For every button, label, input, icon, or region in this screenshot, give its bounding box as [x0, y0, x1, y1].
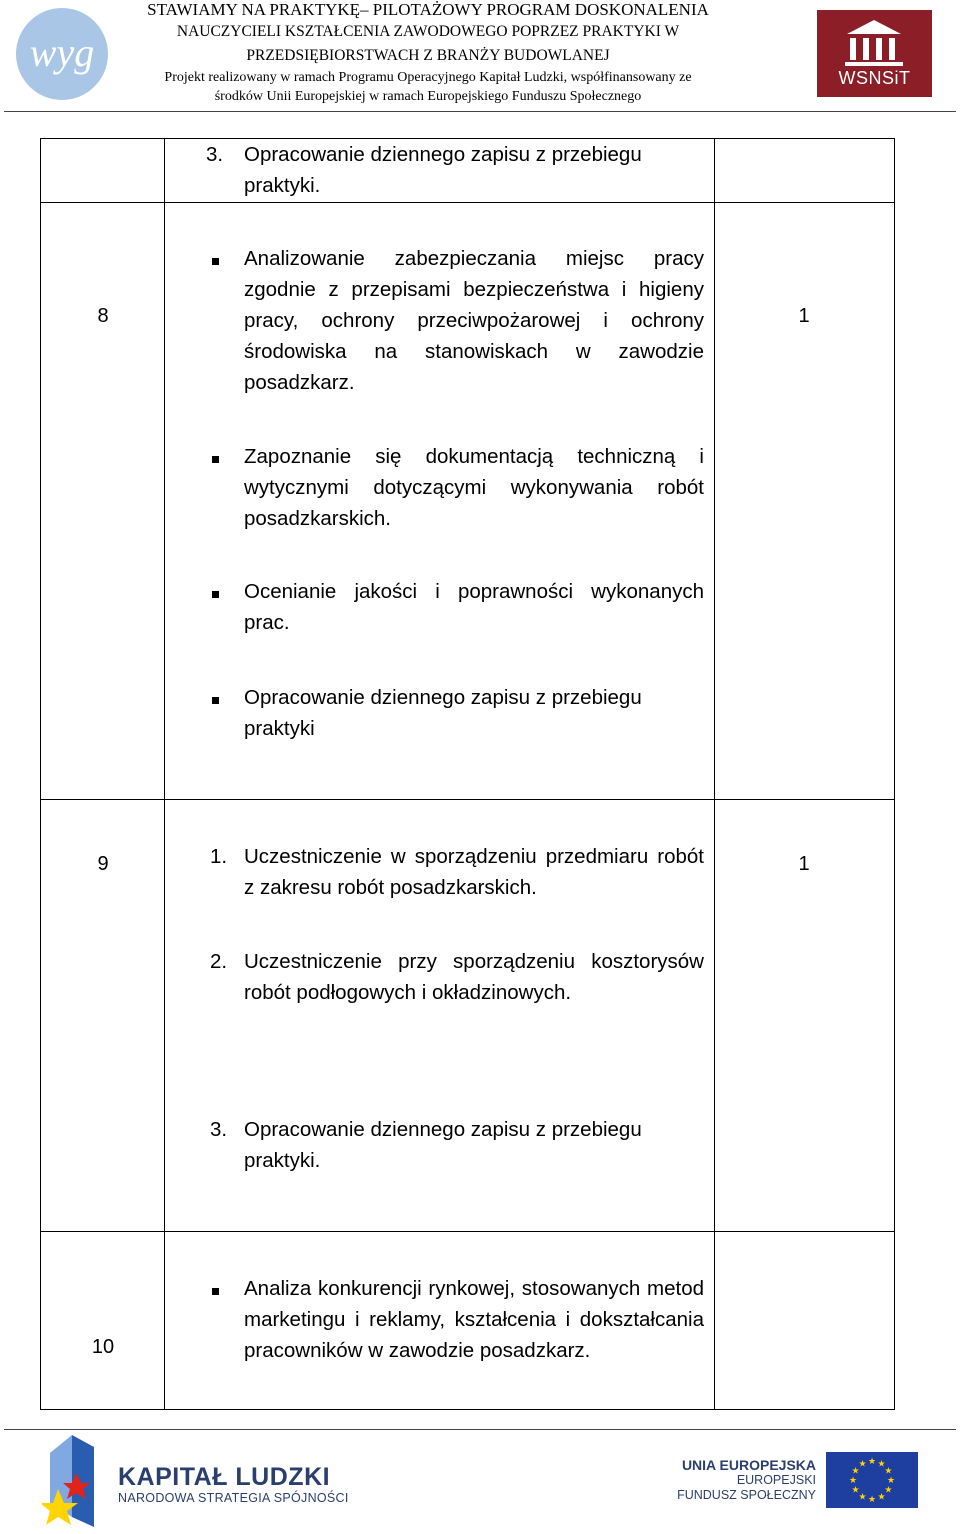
item-number: 2. [210, 950, 228, 973]
item-text: Uczestniczenie w sporządzeniu przedmiaru robót z zakresu robót posadzkarskich. [244, 845, 704, 899]
row-hours: 1 [798, 305, 810, 327]
table-row-item [206, 139, 704, 201]
bullet-icon [206, 1273, 219, 1304]
item-text: Zapoznanie się dokumentacją techniczną i wytycznymi dotyczącymi wykonywania robót posadzkarskich. [244, 445, 704, 530]
list-item [206, 841, 704, 903]
bullet-icon [206, 576, 219, 607]
item-number: 3. [210, 1118, 228, 1141]
header-title-line-3: PRZEDSIĘBIORSTWACH Z BRANŻY BUDOWLANEJ [246, 47, 610, 64]
row-number: 9 [97, 853, 109, 875]
eu-star-icon: ★ [884, 1484, 893, 1495]
kapital-ludzki-logo-icon [42, 1433, 102, 1529]
eu-star-icon: ★ [886, 1475, 896, 1485]
wsnsit-logo-text: WSNSiT [838, 68, 911, 88]
list-item [206, 243, 704, 398]
list-item [206, 682, 704, 744]
row-divider [41, 799, 894, 800]
building-icon [817, 14, 932, 74]
list-item [206, 576, 704, 638]
kapital-ludzki-subtitle: NARODOWA STRATEGIA SPÓJNOŚCI [118, 1491, 349, 1505]
header-funding-line-2: środków Unii Europejskiej w ramach Europejskiego Funduszu Społecznego [214, 89, 642, 104]
list-item [206, 441, 704, 534]
column-divider [714, 139, 715, 1409]
item-text: Opracowanie dziennego zapisu z przebiegu praktyki [244, 686, 642, 740]
eu-star-icon: ★ [877, 1491, 886, 1502]
svg-text:wyg: wyg [29, 30, 95, 75]
bullet-icon [206, 243, 219, 274]
header-divider [4, 111, 956, 112]
item-number: 1. [210, 845, 228, 868]
kapital-ludzki-title: KAPITAŁ LUDZKI [118, 1463, 331, 1491]
item-text: Analiza konkurencji rynkowej, stosowanych metod marketingu i reklamy, kształcenia i dokształcania pracowników w zawodzie posadzkarz. [244, 1277, 704, 1362]
eu-label-line-1: UNIA EUROPEJSKA [681, 1457, 816, 1473]
bullet-icon [206, 682, 219, 713]
column-divider [164, 139, 165, 1409]
footer-divider [4, 1429, 956, 1430]
item-text: Ocenianie jakości i poprawności wykonanych prac. [244, 580, 704, 634]
header-title-line-2: NAUCZYCIELI KSZTAŁCENIA ZAWODOWEGO POPRZEZ PRAKTYKI W [176, 23, 680, 40]
row-divider [41, 1231, 894, 1232]
row-number: 8 [97, 305, 109, 327]
eu-fund-label [677, 1457, 816, 1503]
item-text: Uczestniczenie przy sporządzeniu kosztorysów robót podłogowych i okładzinowych. [244, 950, 704, 1004]
eu-star-icon: ★ [851, 1465, 860, 1476]
eu-star-icon: ★ [848, 1475, 858, 1485]
wsnsit-logo [817, 10, 932, 97]
wyg-logo [14, 6, 110, 102]
practice-schedule-table [40, 138, 895, 1410]
bullet-icon [206, 441, 219, 472]
item-text: Opracowanie dziennego zapisu z przebiegu praktyki. [244, 1118, 642, 1172]
project-header [118, 0, 738, 106]
eu-star-icon: ★ [867, 1456, 877, 1466]
eu-star-icon: ★ [858, 1491, 867, 1502]
header-title-line-1: STAWIAMY NA PRAKTYKĘ– PILOTAŻOWY PROGRAM DOSKONALENIA [147, 0, 709, 19]
eu-star-icon: ★ [851, 1484, 860, 1495]
eu-label-line-3: FUNDUSZ SPOŁECZNY [677, 1488, 816, 1502]
eu-star-icon: ★ [867, 1494, 877, 1504]
item-text: Analizowanie zabezpieczania miejsc pracy zgodnie z przepisami bezpieczeństwa i higieny pracy, ochrony przeciwpożarowej i ochrony środowiska na stanowiskach w zawodzie posadzkarz. [244, 247, 704, 394]
row-divider [41, 202, 894, 203]
row-hours: 1 [798, 853, 810, 875]
item-number: 3. [206, 143, 224, 166]
item-text: Opracowanie dziennego zapisu z przebiegu praktyki. [244, 143, 642, 197]
eu-flag-icon [826, 1452, 918, 1508]
eu-star-icon: ★ [877, 1458, 886, 1469]
list-item [206, 1114, 704, 1176]
list-item [206, 1273, 704, 1366]
eu-label-line-2: EUROPEJSKI [736, 1473, 816, 1487]
row-number: 10 [91, 1336, 115, 1358]
header-funding-line-1: Projekt realizowany w ramach Programu Operacyjnego Kapitał Ludzki, współfinansowany ze [164, 70, 692, 85]
eu-star-icon: ★ [858, 1458, 867, 1469]
eu-star-icon: ★ [884, 1465, 893, 1476]
list-item [206, 946, 704, 1008]
